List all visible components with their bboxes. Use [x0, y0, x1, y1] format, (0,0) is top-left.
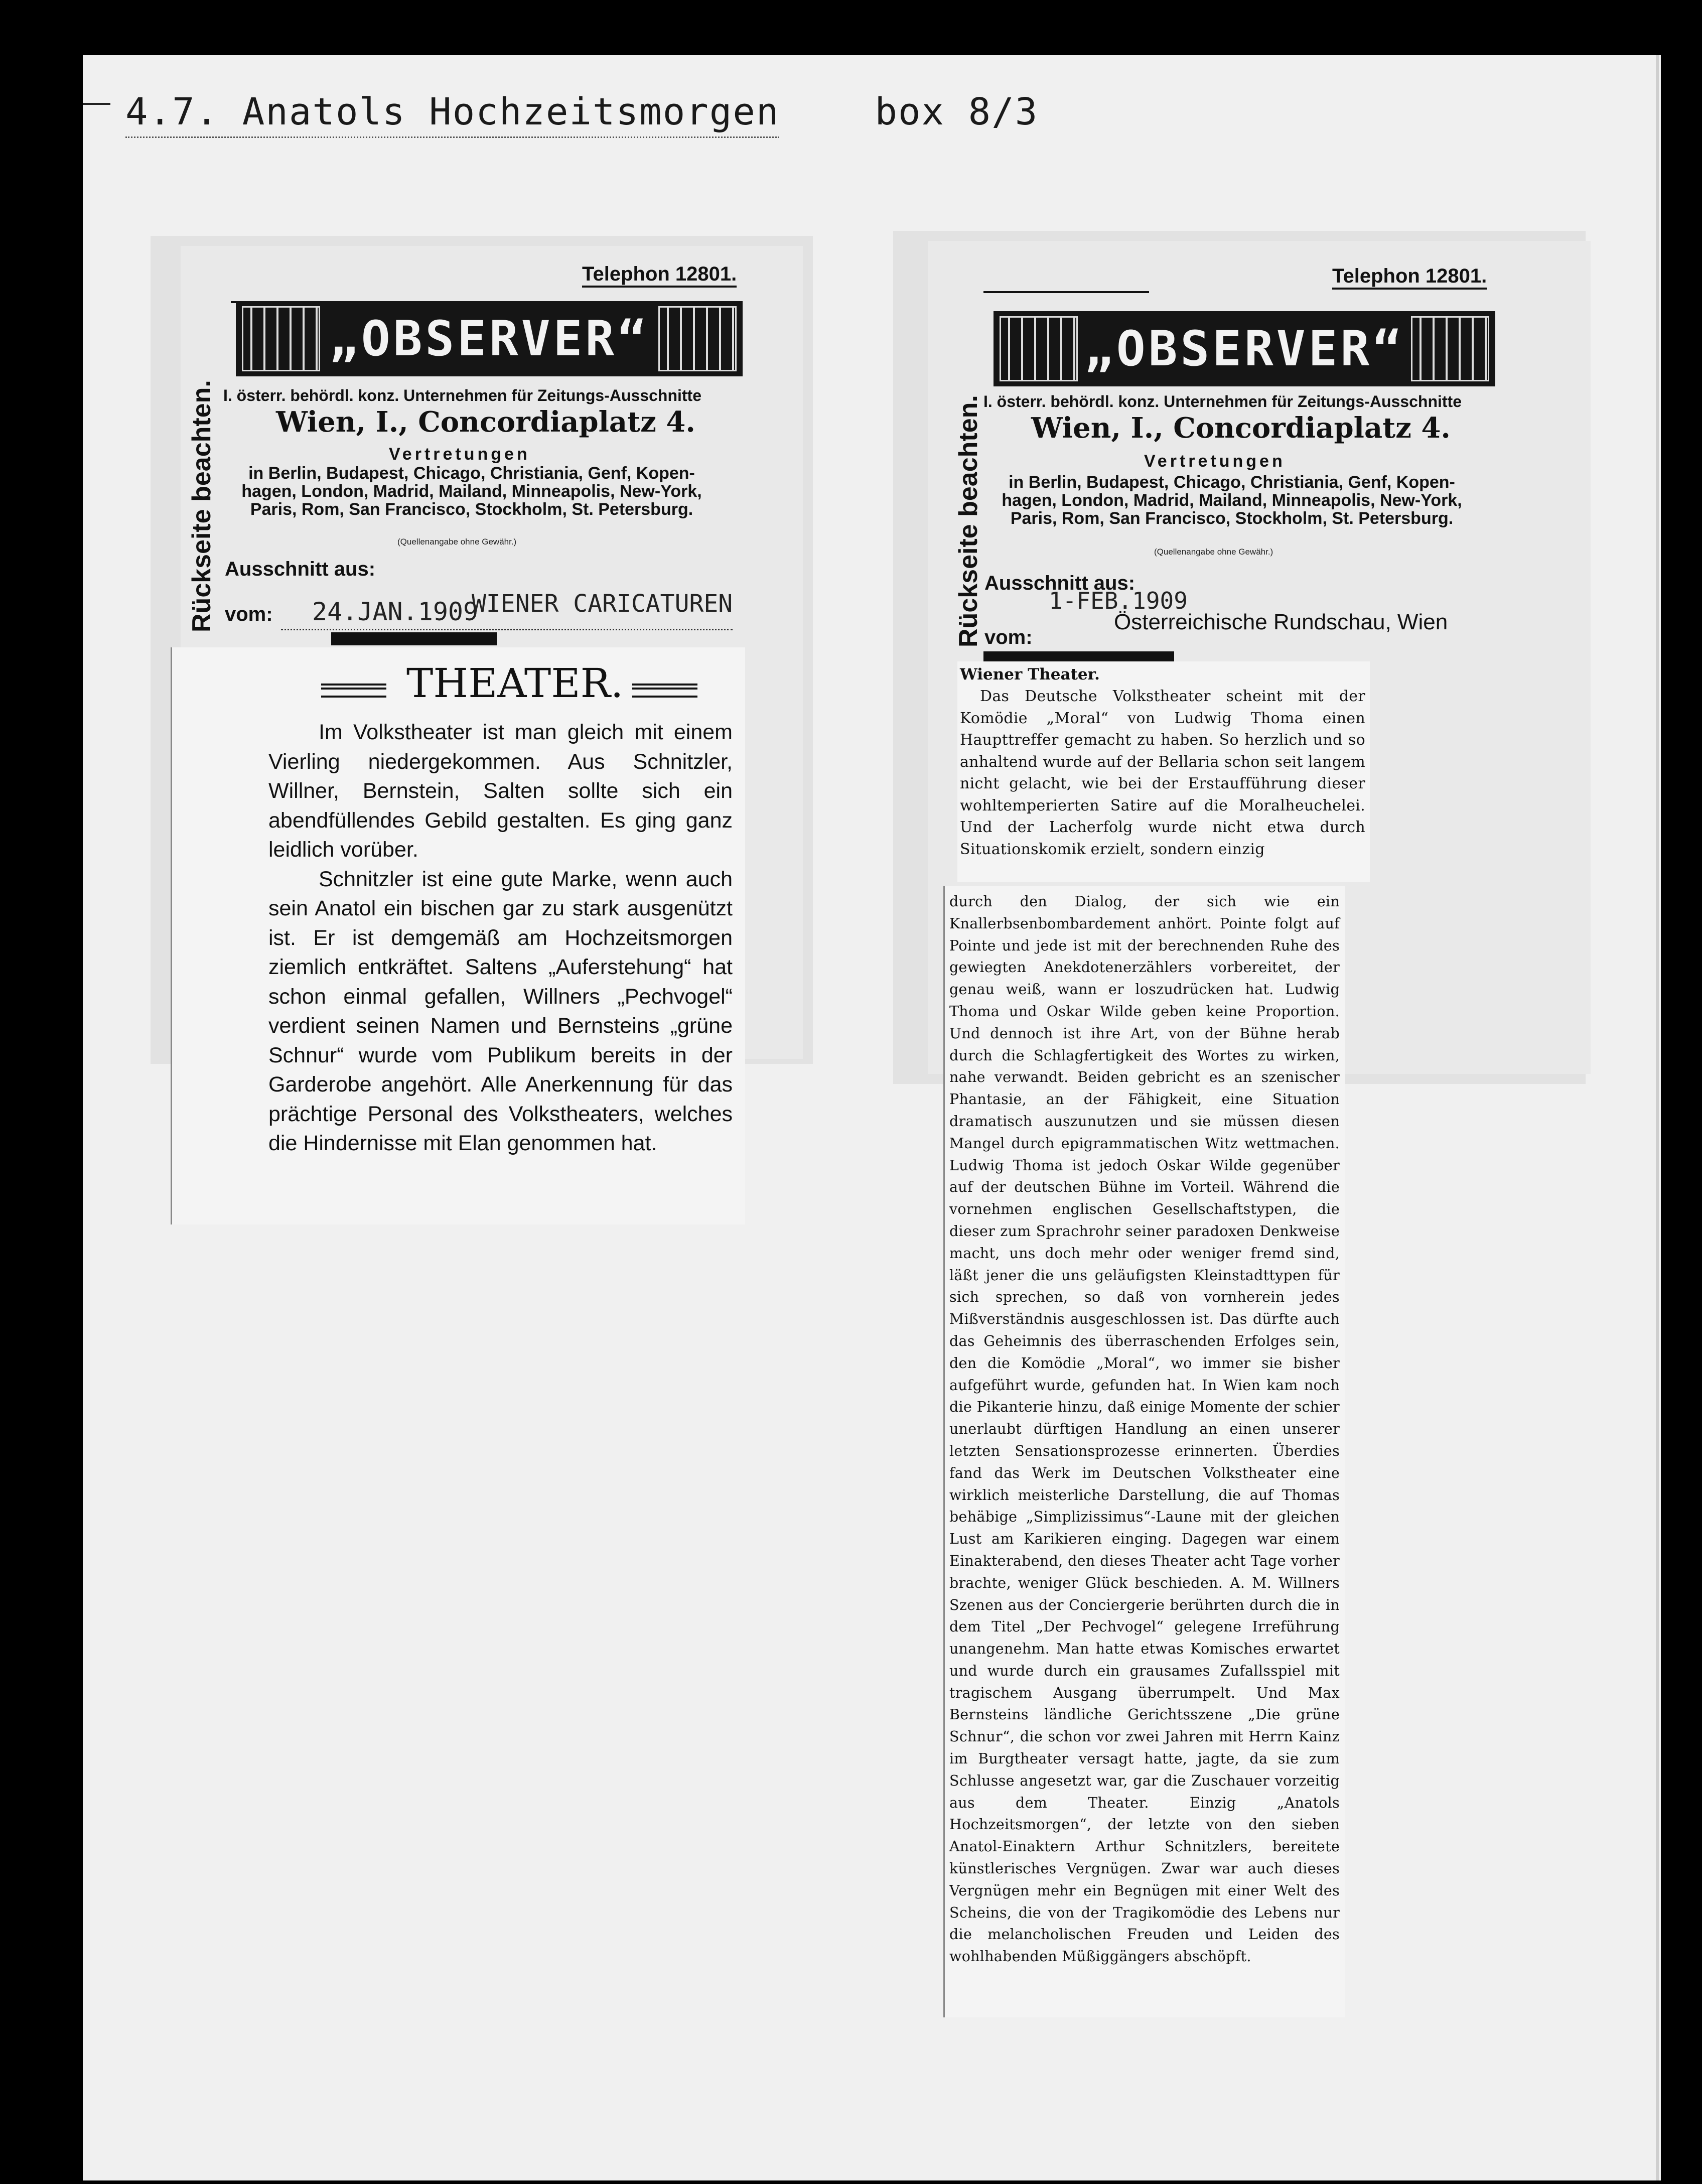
agency-address: Wien, I., Concordiaplatz 4. [1031, 412, 1451, 445]
sheet-edge [1656, 55, 1659, 2180]
paragraph: Das Deutsche Volkstheater scheint mit der Komödie „Moral“ von Ludwig Thoma einen Haupttreffer gemacht zu haben. So herzlich und so anhaltend wurde auf der Bellaria schon seit langem nicht gelacht, wie bei der Erstaufführung dieser wohltemperierten Satire auf die Moralheuchelei. Und der Lacherfolg wurde nicht etwa durch Situationskomik erzielt, sondern einzig [960, 688, 1365, 858]
observer-name: „OBSERVER“ [329, 311, 649, 367]
representation-cities [221, 464, 723, 518]
title-ornament-right [632, 684, 697, 698]
source-stamp: Österreichische Rundschau, Wien [1114, 610, 1448, 634]
source-note: (Quellenangabe ohne Gewähr.) [1154, 547, 1273, 557]
divider-bar [331, 632, 497, 645]
telephone: Telephon 12801. [1332, 265, 1487, 290]
article-body [268, 718, 733, 1158]
date-label: vom: [984, 626, 1033, 648]
top-rule [983, 291, 1149, 293]
agency-subtitle: I. österr. behördl. konz. Unternehmen für Zeitungs-Ausschnitte [223, 386, 701, 404]
date-dotted-line [281, 627, 733, 630]
cutout-label: Ausschnitt aus: [984, 572, 1136, 594]
right-newspaper-clip-lower [943, 886, 1345, 2017]
title-ornament-left [321, 684, 386, 698]
reverse-note: Rückseite beachten. [954, 395, 983, 647]
cities-line: hagen, London, Madrid, Mailand, Minneapolis, New-York, [1002, 491, 1462, 510]
clip-edge [943, 886, 945, 2017]
agency-subtitle: I. österr. behördl. konz. Unternehmen für Zeitungs-Ausschnitte [983, 392, 1462, 411]
folder-title: 4.7. Anatols Hochzeitsmorgen [125, 90, 779, 138]
article-part-2 [949, 891, 1340, 1968]
date-label: vom: [225, 603, 273, 625]
date-stamp: 1-FEB.1909 [1049, 587, 1188, 614]
page-header [125, 90, 1038, 133]
cities-line: Paris, Rom, San Francisco, Stockholm, St. Petersburg. [1010, 509, 1454, 528]
representation-cities [981, 473, 1483, 527]
banner-ornament-left [242, 306, 320, 371]
representations-label: Vertretungen [1144, 452, 1286, 471]
header-rule [83, 103, 110, 105]
cities-line: in Berlin, Budapest, Chicago, Christiania, Genf, Kopen- [248, 464, 695, 483]
observer-banner [236, 301, 743, 376]
article-part-1 [960, 686, 1365, 860]
clip-edge [171, 647, 172, 1224]
date-stamp: 24.JAN.1909 [312, 597, 479, 626]
article-title: THEATER. [406, 660, 624, 707]
cities-line: hagen, London, Madrid, Mailand, Minneapolis, New-York, [241, 482, 702, 501]
agency-address: Wien, I., Concordiaplatz 4. [276, 405, 695, 439]
left-newspaper-clip [171, 647, 745, 1224]
paragraph: Schnitzler ist eine gute Marke, wenn auch sein Anatol ein bischen gar zu stark ausgenützt ist. Er ist demgemäß am Hochzeitsmorgen ziemlich entkräftet. Saltens „Auferstehung“ hat schon einmal gefallen, Willners „Pechvogel“ verdient seinen Namen und Bernsteins „grüne Schnur“ wurde vom Publikum bereits in der Garderobe angehört. Alle Anerkennung für das prächtige Personal des Volkstheaters, welches die Hindernisse mit Elan genommen hat. [268, 867, 733, 1155]
cities-line: Paris, Rom, San Francisco, Stockholm, St. Petersburg. [250, 500, 693, 519]
banner-ornament-right [658, 306, 737, 371]
reverse-note: Rückseite beachten. [187, 380, 216, 632]
cities-line: in Berlin, Budapest, Chicago, Christiania, Genf, Kopen- [1009, 473, 1455, 492]
observer-name: „OBSERVER“ [1084, 321, 1404, 377]
representations-label: Vertretungen [389, 445, 530, 464]
observer-banner [994, 311, 1495, 386]
telephone: Telephon 12801. [582, 263, 737, 288]
banner-ornament-left [1000, 316, 1078, 381]
right-newspaper-clip-upper [957, 661, 1370, 882]
source-note: (Quellenangabe ohne Gewähr.) [397, 537, 517, 547]
box-number: box 8/3 [875, 90, 1039, 133]
source-stamp: WIENER CARICATUREN [472, 590, 733, 618]
banner-ornament-right [1411, 316, 1489, 381]
paragraph: Im Volkstheater ist man gleich mit einem Vierling niedergekommen. Aus Schnitzler, Willner, Bernstein, Salten sollte sich ein abendfüllendes Gebild gestalten. Es ging ganz leidlich vorüber. [268, 720, 733, 862]
article-heading: Wiener Theater. [960, 665, 1100, 684]
cutout-label: Ausschnitt aus: [225, 558, 376, 580]
paragraph: durch den Dialog, der sich wie ein Knallerbsenbombardement anhört. Pointe folgt auf Pointe und jede ist mit der berechnenden Ruhe des gewiegten Anekdotenerzählers vorbereitet, der genau weiß, wann er loszudrücken hat. Ludwig Thoma und Oskar Wilde geben keine Proportion. Und dennoch ist ihre Art, von der Bühne herab durch die Schlagfertigkeit des Wortes zu wirken, nahe verwandt. Beiden gebricht es an szenischer Phantasie, an der Fähigkeit, eine Situation dramatisch auszunutzen und sie müssen diesen Mangel durch epigrammatischen Witz wettmachen. Ludwig Thoma ist jedoch Oskar Wilde gegenüber auf der deutschen Bühne im Vorteil. Während die vornehmen englischen Gesellschaftstypen, die dieser zum Sprachrohr seiner paradoxen Denkweise macht, uns doch mehr oder weniger fremd sind, läßt jener die uns geläufigsten Kleinstadttypen für sich sprechen, so daß von vornherein jedes Mißverständnis ausgeschlossen ist. Das dürfte auch das Geheimnis des überraschenden Erfolges sein, den die Komödie „Moral“, wo immer sie bisher aufgeführt wurde, gefunden hat. In Wien kam noch die Pikanterie hinzu, daß einige Momente der schier unerlaubt dürftigen Handlung an einen unserer letzten Sensationsprozesse erinnerten. Überdies fand das Werk im Deutschen Volkstheater eine wirklich meisterliche Darstellung, die auf Thomas behäbige „Simplizissimus“-Laune mit der gleichen Lust am Karikieren einging. Dagegen war einem Einakterabend, den dieses Theater acht Tage vorher brachte, weniger Glück beschieden. A. M. Willners Szenen aus der Conciergerie berührten durch die in dem Titel „Der Pechvogel“ gelegene Irreführung unangenehm. Man hatte etwas Komisches erwartet und wurde durch ein grausames Zufallsspiel mit tragischem Ausgang überrumpelt. Und Max Bernsteins ländliche Gerichtsszene „Die grüne Schnur“, die schon vor zwei Jahren mit Herrn Kainz im Burgtheater versagt hatte, jagte, da sie zum Schlusse angesetzt war, gar die Zuschauer vorzeitig aus dem Theater. Einzig „Anatols Hochzeitsmorgen“, der letzte von den sieben Anatol-Einaktern Arthur Schnitzlers, bereitete künstlerisches Vergnügen. Zwar war auch dieses Vergnügen mehr ein Begnügen mit einer Welt des Scheins, die von der Tragikomödie des Lebens nur die melancholischen Freuden und Leiden des wohlhabenden Müßiggängers abschöpft. [949, 893, 1340, 1965]
